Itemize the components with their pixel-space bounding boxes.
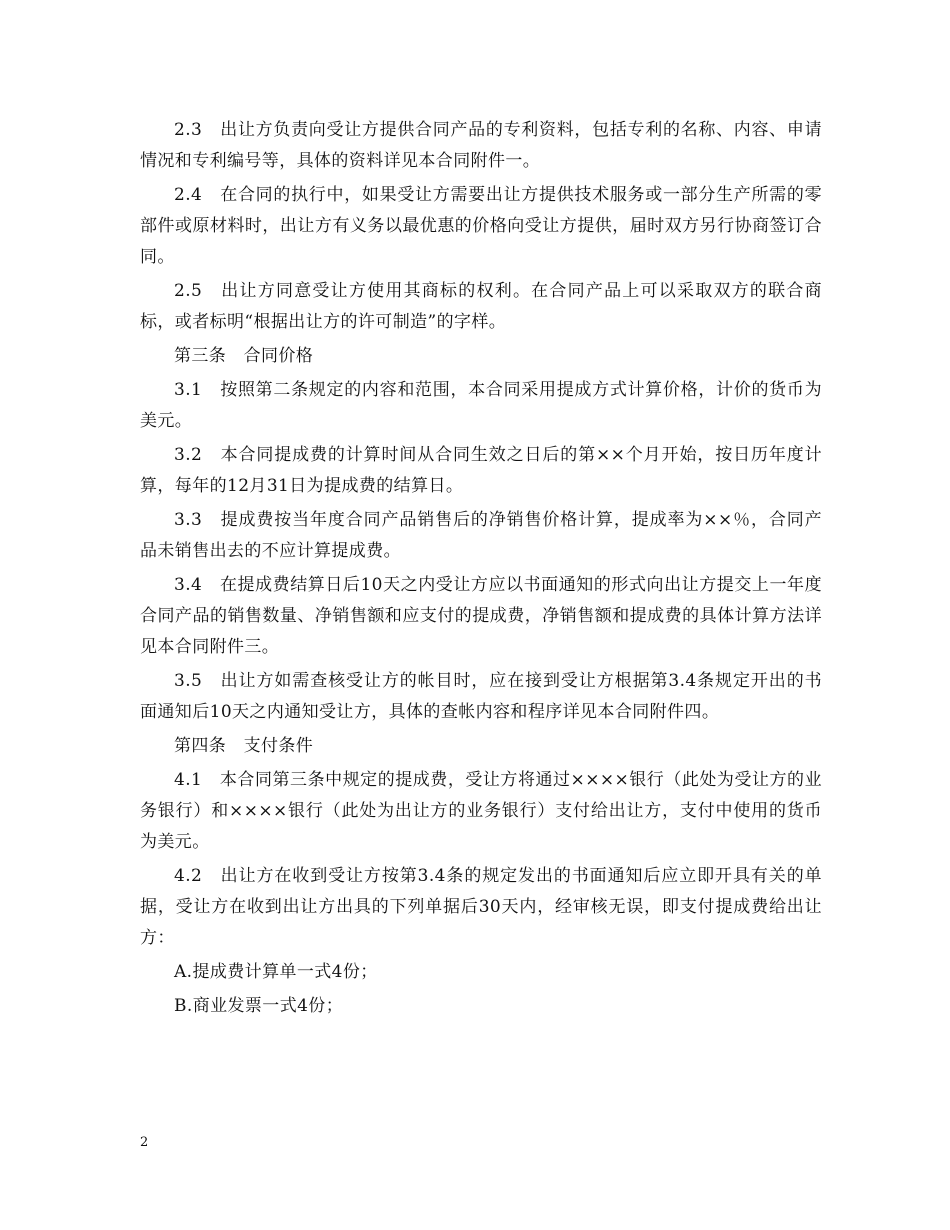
clause-2-3: 2.3 出让方负责向受让方提供合同产品的专利资料，包括专利的名称、内容、申请情况和专利编号等，具体的资料详见本合同附件一。: [140, 120, 822, 171]
clause-3-1: 3.1 按照第二条规定的内容和范围，本合同采用提成方式计算价格，计价的货币为美元。: [140, 380, 822, 431]
article-3-heading: 第三条 合同价格: [174, 346, 314, 366]
list-item-a: A.提成费计算单一式4份；: [174, 962, 378, 982]
clause-2-4: 2.4 在合同的执行中，如果受让方需要出让方提供技术服务或一部分生产所需的零部件或原材料时，出让方有义务以最优惠的价格向受让方提供，届时双方另行协商签订合同。: [140, 185, 822, 267]
list-item-b: B.商业发票一式4份；: [174, 996, 344, 1016]
page-number: 2: [140, 1135, 149, 1150]
clause-3-3: 3.3 提成费按当年度合同产品销售后的净销售价格计算，提成率为××％，合同产品未销售出去的不应计算提成费。: [140, 510, 822, 561]
clause-3-4: 3.4 在提成费结算日后10天之内受让方应以书面通知的形式向出让方提交上一年度合同产品的销售数量、净销售额和应支付的提成费，净销售额和提成费的具体计算方法详见本合同附件三。: [140, 575, 822, 657]
document-body: [140, 115, 822, 1025]
clause-2-5: 2.5 出让方同意受让方使用其商标的权利。在合同产品上可以采取双方的联合商标，或者标明“根据出让方的许可制造”的字样。: [140, 281, 822, 332]
clause-3-5: 3.5 出让方如需查核受让方的帐目时，应在接到受让方根据第3.4条规定开出的书面通知后10天之内通知受让方，具体的查帐内容和程序详见本合同附件四。: [140, 671, 822, 722]
clause-3-2: 3.2 本合同提成费的计算时间从合同生效之日后的第××个月开始，按日历年度计算，每年的12月31日为提成费的结算日。: [140, 445, 822, 496]
clause-4-2: 4.2 出让方在收到受让方按第3.4条的规定发出的书面通知后应立即开具有关的单据，受让方在收到出让方出具的下列单据后30天内，经审核无误，即支付提成费给出让方：: [140, 866, 822, 948]
clause-4-1: 4.1 本合同第三条中规定的提成费，受让方将通过××××银行（此处为受让方的业务银行）和××××银行（此处为出让方的业务银行）支付给出让方，支付中使用的货币为美元。: [140, 770, 822, 852]
article-4-heading: 第四条 支付条件: [174, 736, 314, 756]
